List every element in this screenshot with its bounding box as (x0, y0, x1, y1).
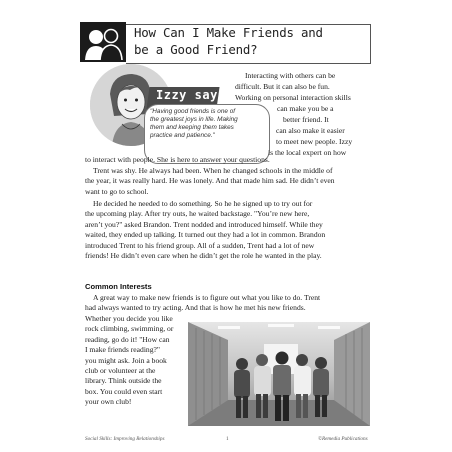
intro-line: can also make it easier (276, 126, 345, 135)
paragraph-2 (85, 199, 375, 261)
text-line: waited, they ended up talking. It turned out they had a lot in common. Brandon (85, 230, 326, 240)
text-line: want to go to school. (85, 186, 149, 196)
paragraph-1 (85, 166, 375, 197)
intro-line: better friend. It (283, 115, 329, 124)
students-hallway-photo (188, 322, 370, 426)
quote-line: "Having good friends is one of (150, 108, 236, 115)
text-line: the year, it was really hard. He was lonely. And that made him sad. He didn’t even (85, 176, 335, 186)
footer-right: ©Remedia Publications (318, 436, 368, 442)
text-line: introduced Trent to his friend group. All of a sudden, Trent had a lot of new (85, 240, 315, 250)
paragraph-4 (85, 314, 185, 408)
section-heading: Common Interests (85, 282, 152, 291)
quote-line: the greatest joys in life. Making (150, 116, 238, 123)
text-line: Trent was shy. He always had been. When he changed schools in the middle of (93, 166, 333, 175)
izzy-quote (150, 108, 266, 140)
footer-left: Social Skills: Improving Relationships (85, 436, 165, 442)
izzy-says-label: Izzy says: (156, 88, 234, 102)
quote-line: practice and patience." (150, 132, 215, 139)
page-title (134, 24, 370, 58)
text-line: your own club! (85, 397, 132, 407)
title-line-2: be a Good Friend? (134, 42, 258, 57)
text-line: library. Think outside the (85, 376, 162, 386)
text-line: the upcoming play. After try outs, he waited backstage. "You’re new here, (85, 209, 310, 219)
text-line: aren’t you?" asked Brandon. Trent nodded and introduced himself. While they (85, 219, 323, 229)
intro-line: difficult. But it can also be fun. (235, 82, 330, 91)
intro-line: can make you be a (277, 104, 334, 113)
text-line: rock climbing, swimming, or (85, 324, 174, 334)
quote-line: them and keeping them takes (150, 124, 234, 131)
intro-line: to meet new people. Izzy (276, 137, 353, 146)
text-line: I make friends reading?" (85, 345, 160, 355)
text-line: you might ask. Join a book (85, 355, 167, 365)
text-line: A great way to make new friends is to figure out what you like to do. Trent (93, 293, 321, 302)
two-people-icon (80, 22, 126, 62)
title-line-1: How Can I Make Friends and (134, 25, 323, 40)
intro-line: Interacting with others can be (245, 71, 336, 80)
text-line: Whether you decide you like (85, 314, 173, 323)
intro-line: Working on personal interaction skills (235, 93, 351, 102)
text-line: He decided he needed to do something. So he he signed up to try out for (93, 199, 313, 208)
text-line: had always wanted to try acting. And that is how he met his new friends. (85, 303, 306, 313)
intro-line: is the local expert on how (268, 148, 347, 157)
text-line: box. You could even start (85, 386, 163, 396)
text-line: reading, go do it! "How can (85, 334, 170, 344)
text-line: club or volunteer at the (85, 366, 156, 376)
text-line: friends! He didn’t even care when he didn’t get the role he wanted in the play. (85, 251, 322, 261)
intro-line: to interact with people. She is here to answer your questions. (85, 155, 270, 164)
page-number: 1 (226, 436, 229, 442)
paragraph-3 (85, 293, 375, 314)
